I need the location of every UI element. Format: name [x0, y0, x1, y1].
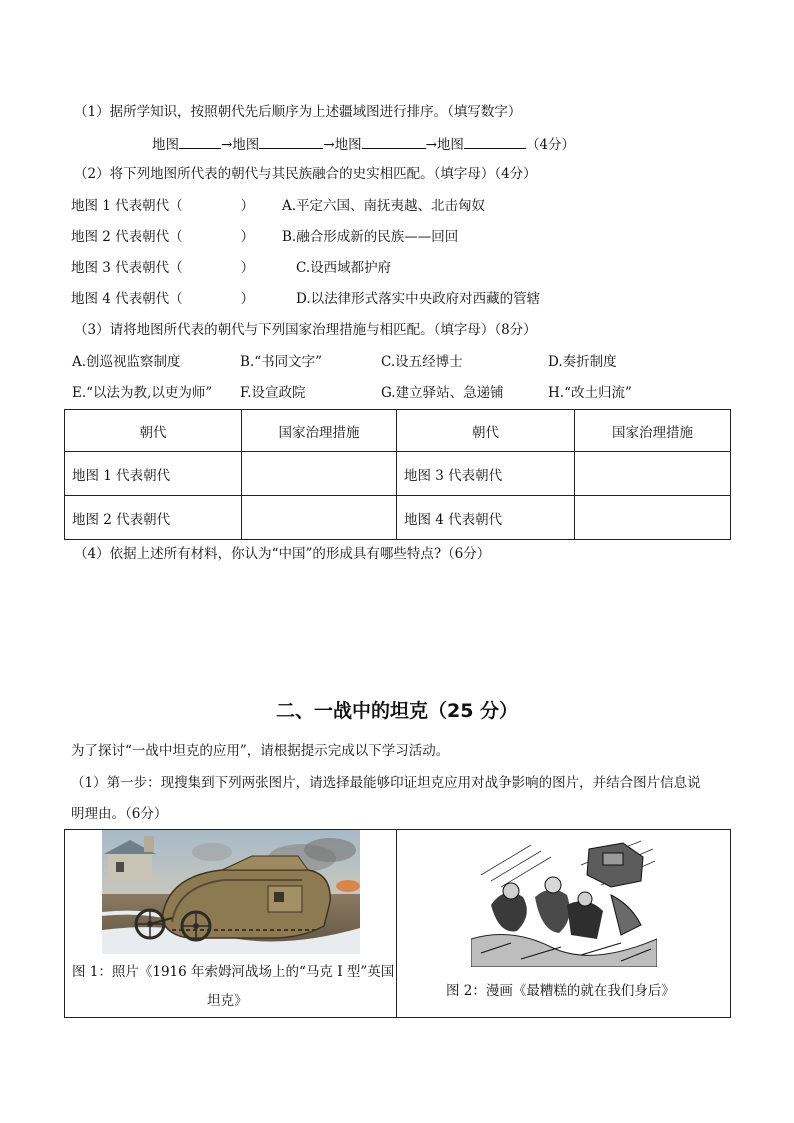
q2-option-a: A.平定六国、南抚夷越、北击匈奴: [282, 198, 486, 214]
figure-1-caption-line1: 图 1：照片《1916 年索姆河战场上的“马克 I 型”英国: [72, 964, 395, 980]
q1-blank-1[interactable]: [179, 134, 221, 149]
table-cell-answer[interactable]: [242, 496, 397, 540]
q2-row-label: 地图 4 代表朝代（: [71, 291, 183, 307]
table-header: 国家治理措施: [575, 410, 731, 452]
q1-sequence: [152, 134, 575, 154]
table-cell-dynasty: 地图 3 代表朝代: [397, 452, 575, 496]
table-cell-dynasty: 地图 2 代表朝代: [65, 496, 242, 540]
q2-row-label: 地图 1 代表朝代（: [71, 198, 183, 214]
q1-score: （4分）: [525, 137, 576, 153]
table-row: [65, 496, 731, 540]
table-row: [65, 452, 731, 496]
q3-option-d: D.奏折制度: [548, 354, 617, 370]
tank-photo: [102, 830, 360, 954]
table-header: 朝代: [65, 410, 242, 452]
q3-option-h: H.“改土归流”: [548, 385, 632, 401]
table-header: 朝代: [397, 410, 575, 452]
q2-option-d: D.以法律形式落实中央政府对西藏的管辖: [296, 291, 541, 307]
figure-2-caption: 图 2：漫画《最糟糕的就在我们身后》: [446, 983, 675, 999]
q2-row-label: 地图 3 代表朝代（: [71, 260, 183, 276]
figure-cell-1: [65, 830, 397, 1018]
figure-1-caption-line2: 坦克》: [207, 993, 248, 1009]
q2-row-3: 地图 3 代表朝代（ ）: [71, 260, 255, 276]
q2-prompt: （2）将下列地图所代表的朝代与其民族融合的史实相匹配。（填字母）（4分）: [74, 166, 537, 182]
q2-option-c: C.设西域都护府: [296, 260, 392, 276]
q3-option-c: C.设五经博士: [381, 354, 463, 370]
section-title: 二、一战中的坦克（25 分）: [275, 700, 519, 722]
table-header: 国家治理措施: [242, 410, 397, 452]
q2-row-1: 地图 1 代表朝代（ ）: [71, 198, 255, 214]
q3-prompt: （3）请将地图所代表的朝代与下列国家治理措施与相匹配。（填字母）（8分）: [74, 322, 537, 338]
cartoon-drawing: [471, 835, 657, 967]
q3-option-f: F.设宣政院: [240, 385, 306, 401]
q4-prompt: （4）依据上述所有材料，你认为“中国”的形成具有哪些特点?（6分）: [74, 546, 491, 562]
q2-row-2: 地图 2 代表朝代（ ）: [71, 229, 255, 245]
q1-seq-label-4: →地图: [425, 137, 464, 153]
q1-blank-2[interactable]: [259, 134, 323, 149]
q3-option-b: B.“书同文字”: [240, 354, 323, 370]
q3-option-e: E.“以法为教,以吏为师”: [72, 385, 213, 401]
q2-row-label: 地图 2 代表朝代（: [71, 229, 183, 245]
section-intro: 为了探讨“一战中坦克的应用”，请根据提示完成以下学习活动。: [71, 743, 450, 759]
step1-prompt-line2: 明理由。（6分）: [71, 806, 168, 822]
q1-blank-3[interactable]: [362, 134, 426, 149]
table-cell-dynasty: 地图 4 代表朝代: [397, 496, 575, 540]
q1-prompt: （1）据所学知识，按照朝代先后顺序为上述疆域图进行排序。（填写数字）: [74, 104, 522, 120]
q1-blank-4[interactable]: [464, 134, 526, 149]
step1-prompt-line1: （1）第一步：现搜集到下列两张图片，请选择最能够印证坦克应用对战争影响的图片，并结合图片信息说: [71, 775, 701, 791]
q1-seq-label-2: →地图: [221, 137, 260, 153]
figure-cell-2: [397, 830, 731, 1018]
q3-option-g: G.建立驿站、急递铺: [381, 385, 504, 401]
table-cell-answer[interactable]: [575, 496, 731, 540]
q3-answer-table: [64, 409, 731, 540]
q1-seq-label-3: →地图: [323, 137, 362, 153]
q2-row-4: 地图 4 代表朝代（ ）: [71, 291, 255, 307]
table-cell-answer[interactable]: [242, 452, 397, 496]
q2-option-b: B.融合形成新的民族——回回: [282, 229, 459, 245]
table-cell-dynasty: 地图 1 代表朝代: [65, 452, 242, 496]
table-cell-answer[interactable]: [575, 452, 731, 496]
q1-seq-label-1: 地图: [152, 137, 179, 153]
table-header-row: [65, 410, 731, 452]
figure-table: [64, 829, 731, 1018]
q3-option-a: A.创巡视监察制度: [72, 354, 181, 370]
